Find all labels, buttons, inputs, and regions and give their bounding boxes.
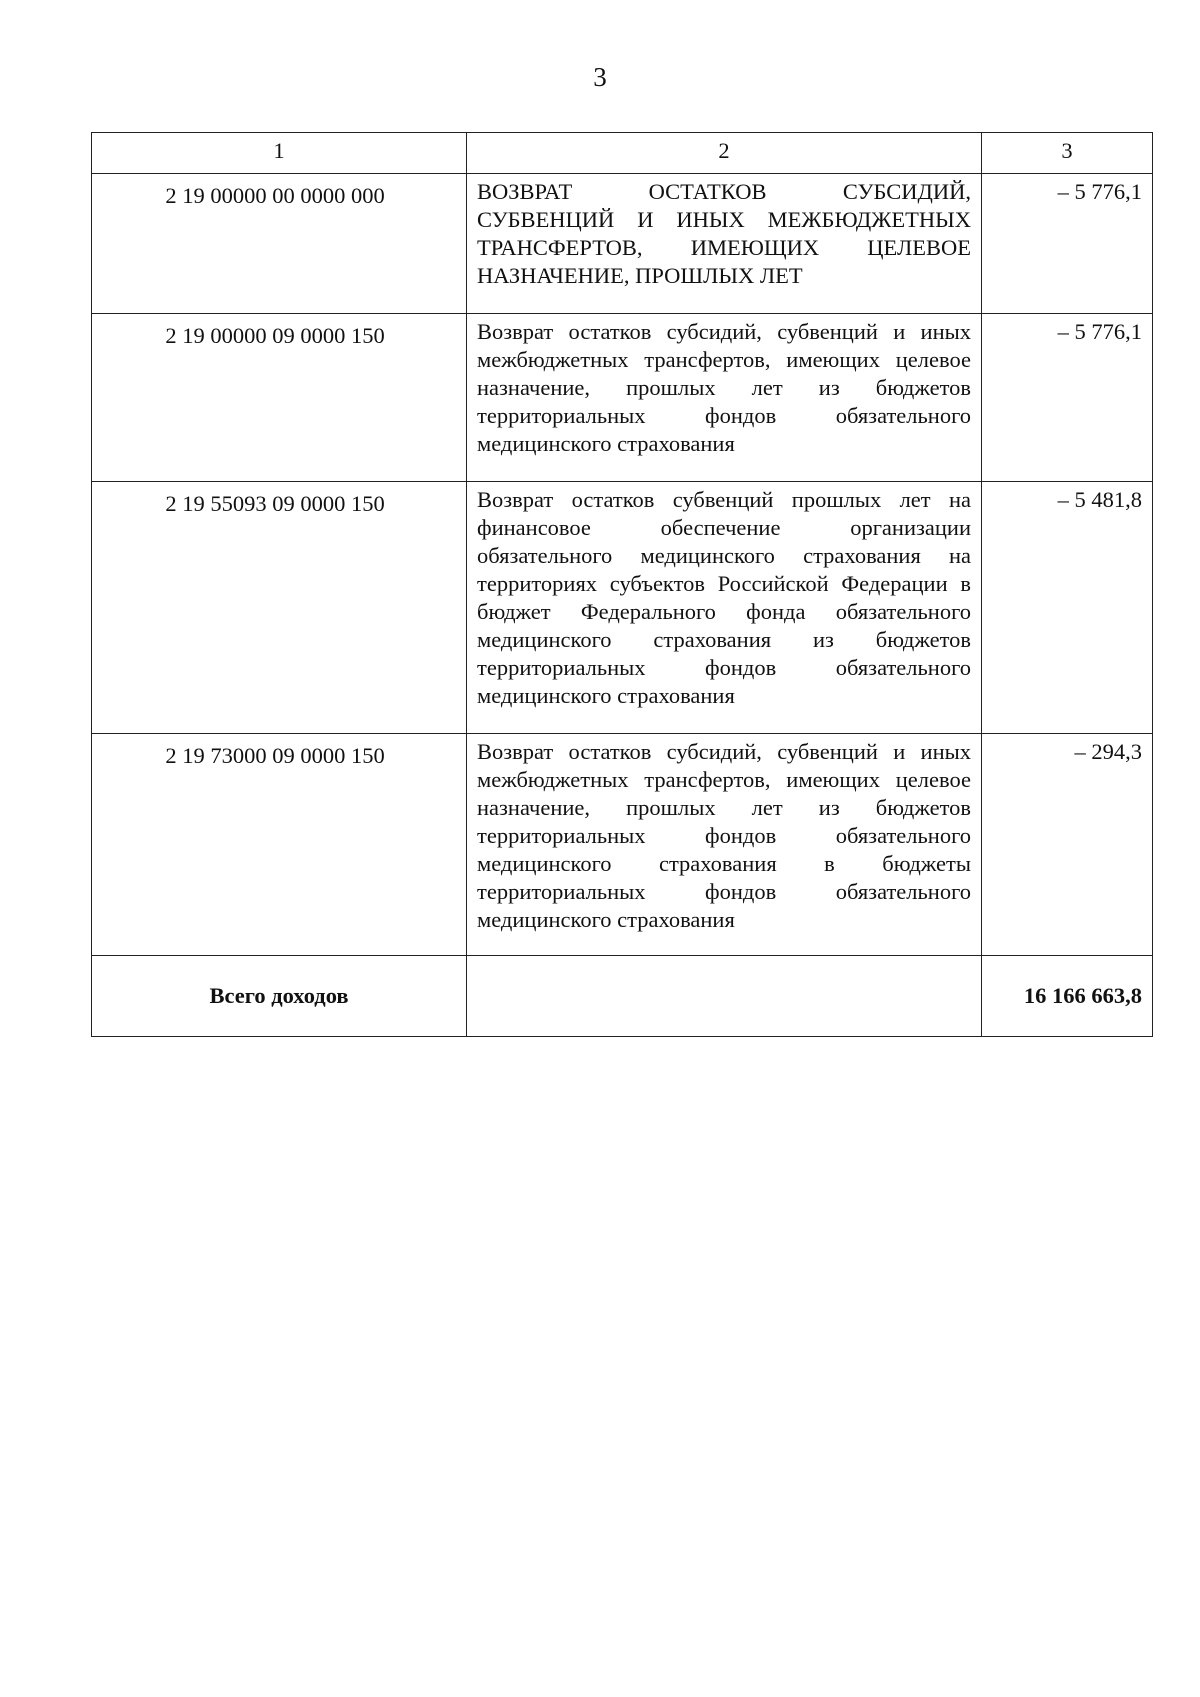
page-number: 3 [593, 62, 607, 92]
income-description: Возврат остатков субсидий, субвенций и иных межбюджетных трансфертов, имеющих целевое назначение, прошлых лет из бюджетов территориальных фондов обязательного медицинского страхования [467, 314, 982, 482]
total-description [467, 956, 982, 1037]
income-description: Возврат остатков субсидий, субвенций и иных межбюджетных трансфертов, имеющих целевое назначение, прошлых лет из бюджетов территориальных фондов обязательного медицинского страхования в бюджеты территориальных фондов обязательного медицинского страхования [467, 734, 982, 956]
column-header-code: 1 [92, 133, 467, 174]
budget-code: 2 19 55093 09 0000 150 [92, 482, 467, 734]
income-amount: – 294,3 [982, 734, 1153, 956]
income-description: Возврат остатков субвенций прошлых лет на финансовое обеспечение организации обязательного медицинского страхования на территориях субъектов Российской Федерации в бюджет Федерального фонда обязательного медицинского страхования из бюджетов территориальных фондов обязательного медицинского страхования [467, 482, 982, 734]
income-amount: – 5 776,1 [982, 314, 1153, 482]
income-description: ВОЗВРАТ ОСТАТКОВ СУБСИДИЙ, СУБВЕНЦИЙ И ИНЫХ МЕЖБЮДЖЕТНЫХ ТРАНСФЕРТОВ, ИМЕЮЩИХ ЦЕЛЕВОЕ НАЗНАЧЕНИЕ, ПРОШЛЫХ ЛЕТ [467, 174, 982, 314]
total-label: Всего доходов [92, 956, 467, 1037]
column-header-amount: 3 [982, 133, 1153, 174]
table-row [92, 482, 1153, 734]
income-amount: – 5 481,8 [982, 482, 1153, 734]
table-row [92, 174, 1153, 314]
income-amount: – 5 776,1 [982, 174, 1153, 314]
budget-code: 2 19 00000 09 0000 150 [92, 314, 467, 482]
income-table [91, 132, 1153, 1037]
table-row [92, 314, 1153, 482]
total-amount: 16 166 663,8 [982, 956, 1153, 1037]
budget-code: 2 19 73000 09 0000 150 [92, 734, 467, 956]
table-row [92, 734, 1153, 956]
column-header-description: 2 [467, 133, 982, 174]
table-header-row [92, 133, 1153, 174]
total-row [92, 956, 1153, 1037]
budget-code: 2 19 00000 00 0000 000 [92, 174, 467, 314]
